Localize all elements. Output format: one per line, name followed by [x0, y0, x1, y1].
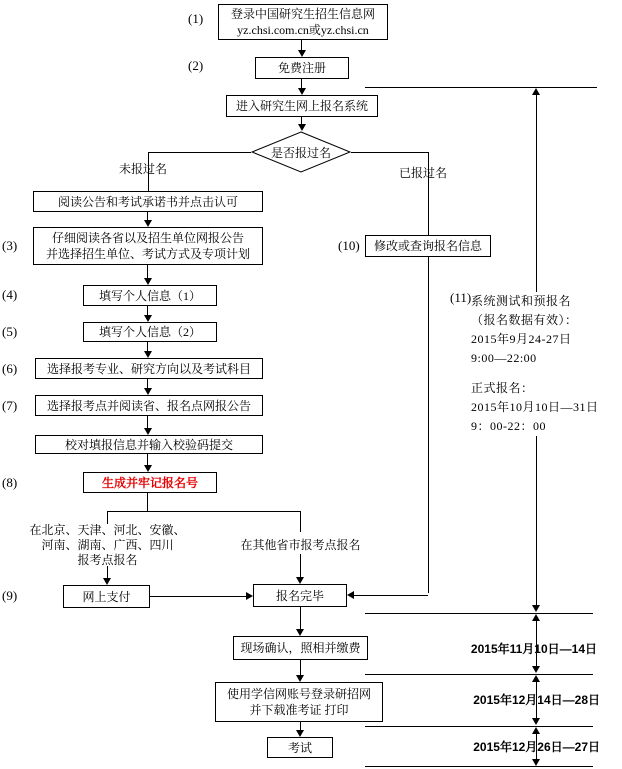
- arrowhead-down: [296, 629, 304, 636]
- side-note-official-date: 2015年10月10日—31日: [471, 400, 599, 414]
- arrowhead-left: [347, 591, 354, 599]
- arrowhead-down: [103, 578, 111, 585]
- connector: [428, 257, 429, 593]
- node-modify-query-label: 修改或查询报名信息: [373, 239, 482, 253]
- connector: [147, 342, 148, 351]
- node-generate-id: [83, 472, 217, 493]
- node-register-label: 免费注册: [277, 61, 326, 75]
- node-pay-online: [63, 585, 150, 608]
- node-verify-submit-label: 校对填报信息并输入校验码提交: [64, 437, 233, 452]
- node-verify-submit: [35, 435, 263, 454]
- node-fill-info1: [83, 285, 217, 306]
- arrowhead-down: [144, 220, 152, 227]
- node-complete: [253, 584, 347, 607]
- step-label-8: (8): [2, 475, 18, 490]
- node-choose-site: [35, 395, 263, 416]
- connector: [301, 79, 302, 88]
- node-pay-online-label: 网上支付: [82, 589, 131, 604]
- arrowhead-up: [532, 88, 540, 95]
- connector: [147, 454, 148, 465]
- step-label-6: (6): [2, 361, 18, 376]
- date-label-exam: 2015年12月26日—27日: [473, 740, 600, 754]
- branch-label-registered: 已报过名: [398, 166, 447, 180]
- site-group-a-line3: 报考点报名: [77, 553, 138, 567]
- timeline-rule: [365, 613, 593, 614]
- connector: [351, 152, 428, 153]
- side-note-test-date: 2015年9月24-27日: [471, 332, 572, 346]
- site-group-a-line2: 河南、湖南、广西、四川: [41, 538, 174, 552]
- node-choose-site-label: 选择报考点并阅读省、报名点网报公告: [46, 398, 251, 413]
- node-fill-info2: [83, 322, 217, 342]
- arrowhead-down: [144, 465, 152, 472]
- arrowhead-down: [296, 675, 304, 682]
- arrowhead-down: [144, 428, 152, 435]
- decision-label: 是否报过名: [270, 145, 331, 160]
- arrowhead-down: [532, 718, 540, 725]
- connector: [147, 379, 148, 388]
- arrowhead-down: [532, 759, 540, 766]
- step-label-7: (7): [2, 398, 18, 413]
- arrowhead-up: [532, 727, 540, 734]
- node-login-line1: 登录中国研究生招生信息网: [230, 7, 375, 21]
- node-read-province: [33, 227, 263, 265]
- connector: [300, 554, 301, 577]
- arrowhead-down: [144, 388, 152, 395]
- node-modify-query: [365, 235, 491, 257]
- node-exam-label: 考试: [287, 740, 312, 755]
- step-label-9: (9): [2, 588, 18, 603]
- arrowhead-right: [246, 592, 253, 600]
- branch-label-site-group-a: [15, 523, 200, 568]
- timeline-rule: [365, 87, 597, 88]
- arrowhead-down: [144, 351, 152, 358]
- node-enter-system: [226, 95, 378, 117]
- node-choose-major: [35, 358, 263, 379]
- arrowhead-up: [532, 675, 540, 682]
- side-note-official-time: 9：00-22：00: [471, 419, 546, 433]
- connector: [147, 416, 148, 428]
- arrowhead-down: [296, 730, 304, 737]
- connector: [300, 511, 301, 532]
- branch-label-not-registered: 未报过名: [118, 162, 167, 176]
- arrowhead-down: [298, 88, 306, 95]
- node-complete-label: 报名完毕: [275, 588, 324, 603]
- node-read-province-line1: 仔细阅读各省以及招生单位网报公告: [51, 231, 244, 245]
- side-note-test-sub: （报名数据有效）：: [471, 313, 578, 327]
- timeline-rule: [365, 726, 593, 727]
- date-label-print: 2015年12月14日—28日: [473, 693, 600, 707]
- connector: [147, 265, 148, 278]
- step-label-4: (4): [2, 287, 18, 302]
- connector: [147, 212, 148, 220]
- node-choose-major-label: 选择报考专业、研究方向以及考试科目: [46, 361, 251, 376]
- step-label-3: (3): [2, 238, 18, 253]
- arrowhead-down: [144, 278, 152, 285]
- connector: [107, 511, 301, 512]
- node-print-ticket: [215, 682, 383, 722]
- timeline-rule: [365, 674, 593, 675]
- connector: [300, 722, 301, 730]
- connector: [148, 152, 251, 153]
- arrowhead-down: [298, 124, 306, 131]
- node-login-line2: yz.chsi.com.cn或yz.chsi.cn: [237, 23, 369, 37]
- step-label-5: (5): [2, 324, 18, 339]
- arrowhead-down: [298, 50, 306, 57]
- step-label-10: (10): [338, 238, 360, 253]
- arrowhead-down: [532, 666, 540, 673]
- date-label-confirm: 2015年11月10日—14日: [470, 642, 597, 656]
- node-generate-id-label: 生成并牢记报名号: [101, 475, 198, 490]
- node-read-province-line2: 并选择招生单位、考试方式及专项计划: [45, 247, 250, 261]
- arrowhead-down: [296, 577, 304, 584]
- step-label-11: (11): [450, 290, 472, 305]
- side-note-official-title: 正式报名：: [471, 381, 534, 395]
- side-note: [471, 292, 608, 436]
- node-login: [218, 4, 388, 40]
- side-note-test-time: 9:00—22:00: [471, 351, 537, 365]
- side-note-test-title: 系统测试和预报名: [471, 294, 572, 308]
- connector: [301, 117, 302, 124]
- node-onsite-confirm: [233, 636, 368, 660]
- step-label-1: (1): [188, 11, 204, 26]
- connector: [354, 595, 428, 596]
- site-group-a-line1: 在北京、天津、河北、安徽、: [29, 523, 186, 537]
- node-print-ticket-line1: 使用学信网账号登录研招网: [226, 687, 371, 701]
- connector: [150, 596, 246, 597]
- node-exam: [267, 737, 333, 758]
- arrowhead-up: [532, 614, 540, 621]
- node-register: [255, 57, 349, 79]
- node-fill-info1-label: 填写个人信息（1）: [98, 288, 201, 303]
- connector: [301, 40, 302, 50]
- connector: [300, 660, 301, 675]
- node-print-ticket-line2: 并下载准考证 打印: [249, 703, 349, 717]
- connector: [300, 607, 301, 629]
- arrowhead-down: [532, 605, 540, 612]
- node-enter-system-label: 进入研究生网上报名系统: [235, 99, 368, 113]
- connector: [147, 306, 148, 315]
- node-fill-info2-label: 填写个人信息（2）: [98, 325, 201, 339]
- step-label-2: (2): [188, 58, 204, 73]
- node-read-notice-label: 阅读公告和考试承诺书并点击认可: [57, 194, 238, 209]
- branch-label-site-group-b: 在其他省市报考点报名: [240, 538, 361, 552]
- timeline-rule: [365, 766, 593, 767]
- side-note-gap: [471, 368, 608, 379]
- arrowhead-down: [144, 315, 152, 322]
- node-onsite-confirm-label: 现场确认，照相并缴费: [240, 641, 361, 655]
- connector: [147, 493, 148, 511]
- node-read-notice: [33, 191, 263, 212]
